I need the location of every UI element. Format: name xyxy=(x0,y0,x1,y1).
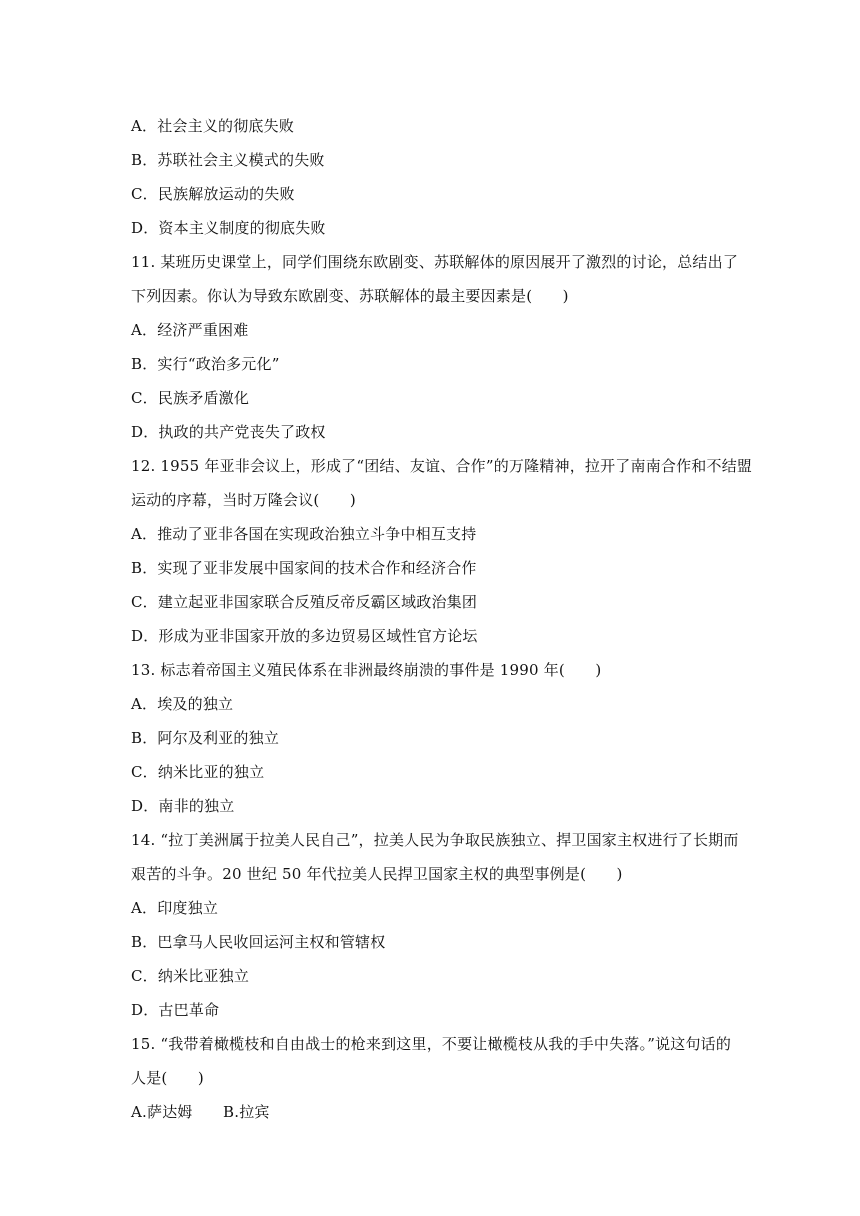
option-c: C．民族解放运动的失败 xyxy=(131,185,295,203)
question-stem: 14. “拉丁美洲属于拉美人民自己”，拉美人民为争取民族独立、捍卫国家主权进行了长期而 xyxy=(131,831,739,849)
question-10-options xyxy=(131,109,731,245)
option-a: A．经济严重困难 xyxy=(131,321,249,339)
question-14 xyxy=(131,823,739,1027)
question-stem-continued: 下列因素。你认为导致东欧剧变、苏联解体的最主要因素是( ) xyxy=(131,287,569,305)
question-12 xyxy=(131,449,753,653)
question-stem-continued: 艰苦的斗争。20 世纪 50 年代拉美人民捍卫国家主权的典型事例是( ) xyxy=(131,865,623,883)
question-list xyxy=(131,109,753,1129)
option-d: D．形成为亚非国家开放的多边贸易区域性官方论坛 xyxy=(131,627,478,645)
option-a: A．印度独立 xyxy=(131,899,219,917)
option-b: B．苏联社会主义模式的失败 xyxy=(131,151,325,169)
option-b: B．巴拿马人民收回运河主权和管辖权 xyxy=(131,933,386,951)
option-c: C．建立起亚非国家联合反殖反帝反霸区域政治集团 xyxy=(131,593,478,611)
option-a: A．社会主义的彻底失败 xyxy=(131,117,295,135)
option-c: C．纳米比亚独立 xyxy=(131,967,250,985)
question-stem-continued: 运动的序幕，当时万隆会议( ) xyxy=(131,491,356,509)
question-13 xyxy=(131,653,731,823)
question-11 xyxy=(131,245,739,449)
option-c: C．纳米比亚的独立 xyxy=(131,763,265,781)
option-b: B．实现了亚非发展中国家间的技术合作和经济合作 xyxy=(131,559,477,577)
question-stem-continued: 人是( ) xyxy=(131,1069,204,1087)
question-stem: 13. 标志着帝国主义殖民体系在非洲最终崩溃的事件是 1990 年( ) xyxy=(131,661,602,679)
option-d: D．南非的独立 xyxy=(131,797,235,815)
option-a: A．埃及的独立 xyxy=(131,695,234,713)
question-15 xyxy=(131,1027,731,1129)
options-row: A.萨达姆 B.拉宾 xyxy=(131,1103,270,1121)
option-c: C．民族矛盾激化 xyxy=(131,389,250,407)
question-stem: 12. 1955 年亚非会议上，形成了“团结、友谊、合作”的万隆精神，拉开了南南合作和不结盟 xyxy=(131,457,753,475)
option-d: D．资本主义制度的彻底失败 xyxy=(131,219,326,237)
question-stem: 11. 某班历史课堂上，同学们围绕东欧剧变、苏联解体的原因展开了激烈的讨论，总结出了 xyxy=(131,253,739,271)
question-stem: 15. “我带着橄榄枝和自由战士的枪来到这里，不要让橄榄枝从我的手中失落。”说这句话的 xyxy=(131,1035,732,1053)
option-d: D．古巴革命 xyxy=(131,1001,220,1019)
option-b: B．阿尔及利亚的独立 xyxy=(131,729,280,747)
option-d: D．执政的共产党丧失了政权 xyxy=(131,423,326,441)
option-a: A．推动了亚非各国在实现政治独立斗争中相互支持 xyxy=(131,525,477,543)
option-b: B．实行“政治多元化” xyxy=(131,355,280,373)
